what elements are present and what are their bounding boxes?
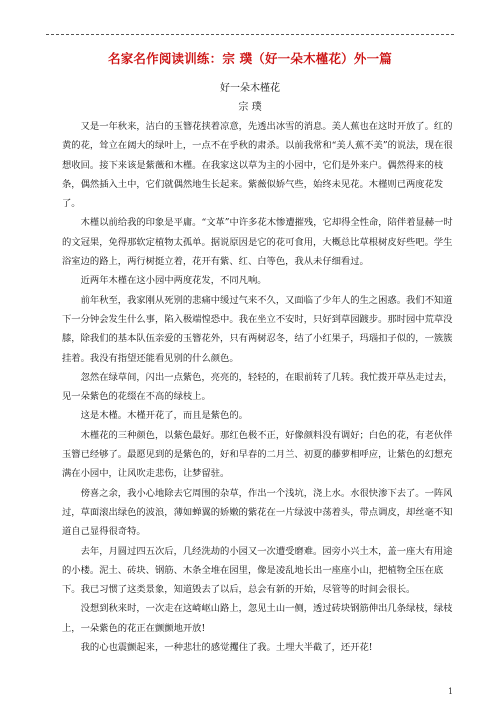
paragraph: 近两年木槿在这小园中两度花发，不同凡响。 [80,275,267,287]
paragraph: 前年秋至，我家刚从死别的悲痛中缓过气来不久，又面临了少年人的生之困惑。我们不知道下一分钟会发生什么事，陷入极端惶恐中。我在坐立不安时，只好到草园踱步。那时园中荒草没膝，除我们的基本队伍亲爱的玉簪花外，只有两树忍冬，结了小红果子，玛瑙扣子似的，一簇簇挂着。我没有指望还能看见别的什么颜色。 [62,294,453,364]
paragraph: 木槿以前给我的印象是平庸。“文革”中许多花木惨遭摧残，它却得全性命，陪伴着显赫一时的文冠果，免得那软定植物太孤单。据说原因是它的花可食用，大概总比草根树皮好些吧。学生浴室边的路上，两行树挺立着，花开有紫、红、白等色，我从未仔细看过。 [62,217,453,268]
page-number: 1 [448,687,454,696]
paragraph: 又是一年秋来，洁白的玉簪花挟着凉意，先透出冰雪的消息。美人蕉也在这时开放了。红的黄的花，耸立在阔大的绿叶上，一点不在乎秋的肃杀。以前我常和“美人蕉不美”的说法，现在很想收回。接下来该是紫薇和木槿。在我家这以草为主的小园中，它们是外来户。偶然得来的枝条，偶然插入土中，它们就偶然地生长起来。紫薇似娇气些，始终未见花。木槿则已两度花发了。 [62,121,453,210]
paragraph: 没想到秋来时，一次走在这崎岖山路上，忽见土山一侧，透过砖块钢筋伸出几条绿枝，绿枝上，一朵紫色的花正在颤颤地开放! [62,603,453,634]
top-rule [46,34,454,35]
article-author: 宗 璞 [238,102,262,113]
article-title: 好一朵木槿花 [220,83,280,94]
paragraph: 我的心也震颤起来，一种悲壮的感觉攫住了我。土埋大半截了，还开花! [80,642,373,654]
article-body [62,117,460,657]
paragraph: 木槿花的三种颜色，以紫色最好。那红色极不正，好像颜料没有调好；白色的花，有老伙伴玉簪已经够了。最愿见到的是紫色的，好和早春的二月兰、初夏的藤萝相呼应，让紫色的幻想充满在小园中，让风吹走悲伤，让梦留驻。 [62,429,453,480]
paragraph: 傍喜之余，我小心地除去它周围的杂草，作出一个浅坑，浇上水。水很快渗下去了。一阵风过，草面滚出绿色的波浪，薄如蝉翼的娇嫩的紫花在一片绿波中荡着头，带点调皮，却丝毫不知道自己显得很奇特。 [62,487,453,538]
paragraph: 忽然在绿草间，闪出一点紫色，亮亮的，轻轻的，在眼前转了几转。我忙拨开草丛走过去，见一朵紫色的花缀在不高的绿枝上。 [62,371,453,403]
paragraph: 这是木槿。木槿开花了，而且是紫色的。 [80,410,248,422]
paragraph: 去年，月圆过四五次后，几经洗劫的小园又一次遭受磨难。园旁小兴土木，盖一座大有用途的小楼。泥土、砖块、钢筋、木条全堆在园里，像是凌乱地长出一座座小山，把植物全压在底下。我已习惯了这类景象，知道毁去了以后，总会有新的开始，尽管等的时间会很长。 [62,545,453,596]
document-title: 名家名作阅读训练：宗 璞（好一朵木槿花）外一篇 [108,51,392,66]
